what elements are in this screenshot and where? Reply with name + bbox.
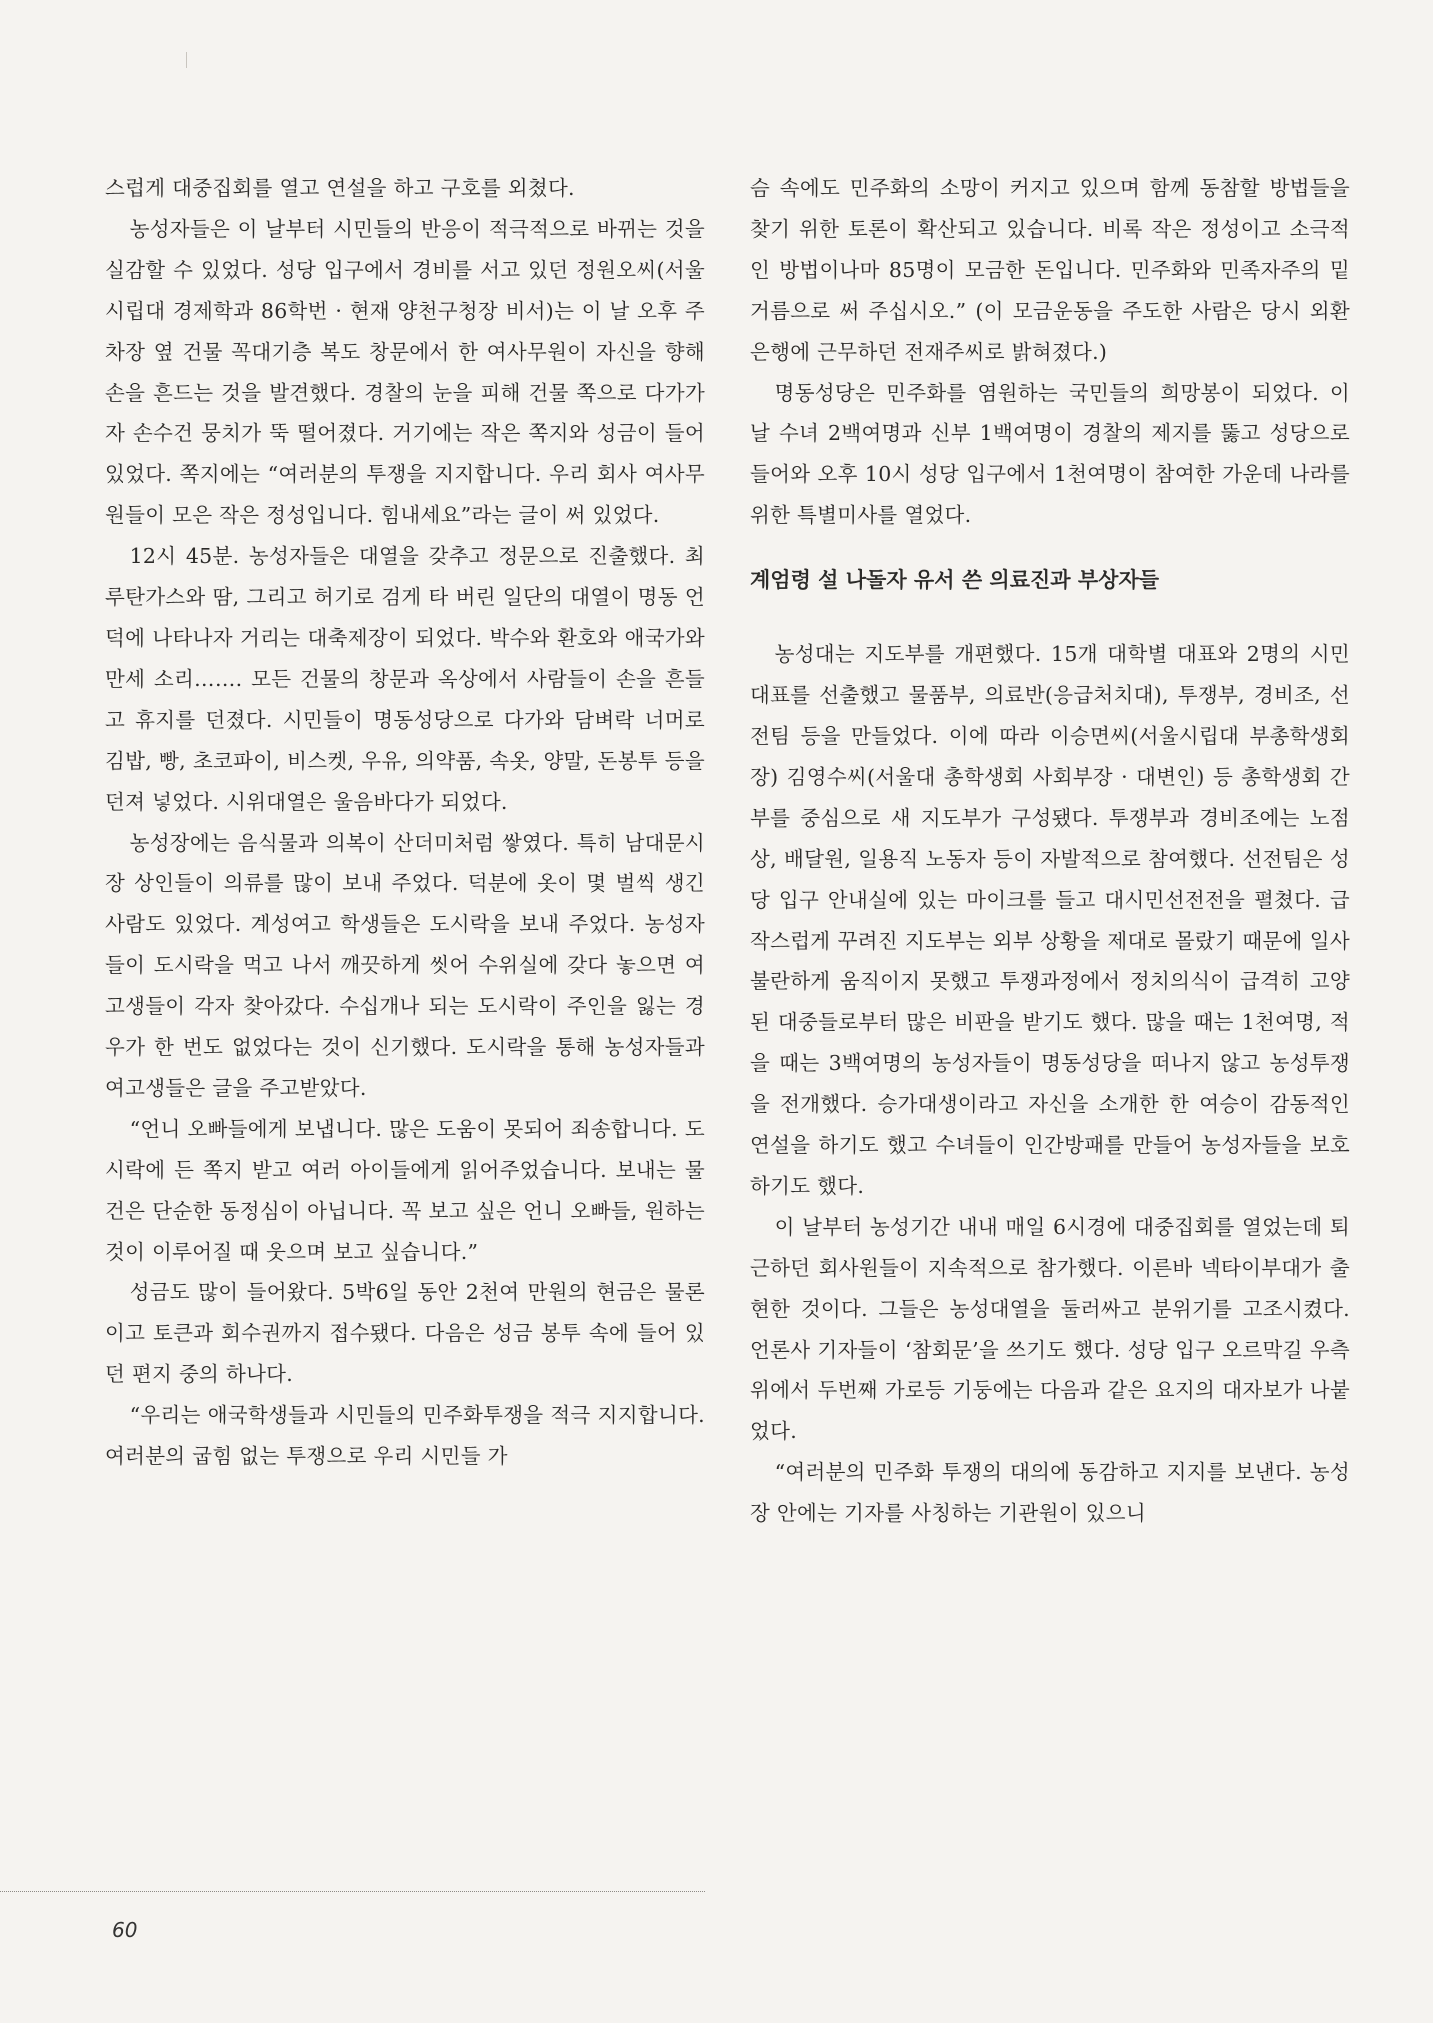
paragraph: 스럽게 대중집회를 열고 연설을 하고 구호를 외쳤다. xyxy=(105,176,575,200)
paragraph: 성금도 많이 들어왔다. 5박6일 동안 2천여 만원의 현금은 물론이고 토큰과 회수권까지 접수됐다. 다음은 성금 봉투 속에 들어 있던 편지 중의 하나다. xyxy=(105,1280,705,1387)
paragraph: 명동성당은 민주화를 염원하는 국민들의 희망봉이 되었다. 이 날 수녀 2백여명과 신부 1백여명이 경찰의 제지를 뚫고 성당으로 들어와 오후 10시 성당 입구에서 1천여명이 참여한 가운데 나라를 위한 특별미사를 열었다. xyxy=(750,380,1350,528)
paragraph: 농성장에는 음식물과 의복이 산더미처럼 쌓였다. 특히 남대문시장 상인들이 의류를 많이 보내 주었다. 덕분에 옷이 몇 벌씩 생긴 사람도 있었다. 계성여고 학생들은 도시락을 보내 주었다. 농성자들이 도시락을 먹고 나서 깨끗하게 씻어 수위실에 갖다 놓으면 여고생들이 각자 찾아갔다. 수십개나 되는 도시락이 주인을 잃는 경우가 한 번도 없었다는 것이 신기했다. 도시락을 통해 농성자들과 여고생들은 글을 주고받았다. xyxy=(105,830,705,1100)
paragraph: “언니 오빠들에게 보냅니다. 많은 도움이 못되어 죄송합니다. 도시락에 든 쪽지 받고 여러 아이들에게 읽어주었습니다. 보내는 물건은 단순한 동정심이 아닙니다. 꼭 보고 싶은 언니 오빠들, 원하는 것이 이루어질 때 웃으며 보고 싶습니다.” xyxy=(105,1116,705,1264)
paragraph: “여러분의 민주화 투쟁의 대의에 동감하고 지지를 보낸다. 농성장 안에는 기자를 사칭하는 기관원이 있으니 xyxy=(750,1460,1350,1526)
paragraph: 슴 속에도 민주화의 소망이 커지고 있으며 함께 동참할 방법들을 찾기 위한 토론이 확산되고 있습니다. 비록 작은 정성이고 소극적인 방법이나마 85명이 모금한 돈입니다. 민주화와 민족자주의 밑거름으로 써 주십시오.” (이 모금운동을 주도한 사람은 당시 외환은행에 근무하던 전재주씨로 밝혀졌다.) xyxy=(750,176,1350,364)
page-mark xyxy=(186,52,187,68)
left-column xyxy=(105,168,705,1477)
paragraph: 농성대는 지도부를 개편했다. 15개 대학별 대표와 2명의 시민대표를 선출했고 물품부, 의료반(응급처치대), 투쟁부, 경비조, 선전팀 등을 만들었다. 이에 따라 이승면씨(서울시립대 부총학생회장) 김영수씨(서울대 총학생회 사회부장 · 대변인) 등 총학생회 간부를 중심으로 새 지도부가 구성됐다. 투쟁부과 경비조에는 노점상, 배달원, 일용직 노동자 등이 자발적으로 참여했다. 선전팀은 성당 입구 안내실에 있는 마이크를 들고 대시민선전전을 펼쳤다. 급작스럽게 꾸려진 지도부는 외부 상황을 제대로 몰랐기 때문에 일사불란하게 움직이지 못했고 투쟁과정에서 정치의식이 급격히 고양된 대중들로부터 많은 비판을 받기도 했다. 많을 때는 1천여명, 적을 때는 3백여명의 농성자들이 명동성당을 떠나지 않고 농성투쟁을 전개했다. 승가대생이라고 자신을 소개한 한 여승이 감동적인 연설을 하기도 했고 수녀들이 인간방패를 만들어 농성자들을 보호하기도 했다. xyxy=(750,642,1350,1198)
paragraph: 12시 45분. 농성자들은 대열을 갖추고 정문으로 진출했다. 최루탄가스와 땀, 그리고 허기로 검게 타 버린 일단의 대열이 명동 언덕에 나타나자 거리는 대축제장이 되었다. 박수와 환호와 애국가와 만세 소리……. 모든 건물의 창문과 옥상에서 사람들이 손을 흔들고 휴지를 던졌다. 시민들이 명동성당으로 다가와 담벼락 너머로 김밥, 빵, 초코파이, 비스켓, 우유, 의약품, 속옷, 양말, 돈봉투 등을 던져 넣었다. 시위대열은 울음바다가 되었다. xyxy=(105,544,705,814)
paragraph: 이 날부터 농성기간 내내 매일 6시경에 대중집회를 열었는데 퇴근하던 회사원들이 지속적으로 참가했다. 이른바 넥타이부대가 출현한 것이다. 그들은 농성대열을 둘러싸고 분위기를 고조시켰다. 언론사 기자들이 ‘참회문’을 쓰기도 했다. 성당 입구 오르막길 우측 위에서 두번째 가로등 기둥에는 다음과 같은 요지의 대자보가 나붙었다. xyxy=(750,1214,1350,1444)
paragraph: 농성자들은 이 날부터 시민들의 반응이 적극적으로 바뀌는 것을 실감할 수 있었다. 성당 입구에서 경비를 서고 있던 정원오씨(서울시립대 경제학과 86학번 · 현재 양천구청장 비서)는 이 날 오후 주차장 옆 건물 꼭대기층 복도 창문에서 한 여사무원이 자신을 향해 손을 흔드는 것을 발견했다. 경찰의 눈을 피해 건물 쪽으로 다가가자 손수건 뭉치가 뚝 떨어졌다. 거기에는 작은 쪽지와 성금이 들어 있었다. 쪽지에는 “여러분의 투쟁을 지지합니다. 우리 회사 여사무원들이 모은 작은 정성입니다. 힘내세요”라는 글이 써 있었다. xyxy=(105,216,705,528)
page-number: 60 xyxy=(112,1918,138,1942)
footer-rule xyxy=(0,1891,705,1892)
right-column xyxy=(750,168,1350,1534)
section-heading: 계엄령 설 나돌자 유서 쓴 의료진과 부상자들 xyxy=(750,568,1160,593)
paragraph: “우리는 애국학생들과 시민들의 민주화투쟁을 적극 지지합니다. 여러분의 굽힘 없는 투쟁으로 우리 시민들 가 xyxy=(105,1403,705,1469)
